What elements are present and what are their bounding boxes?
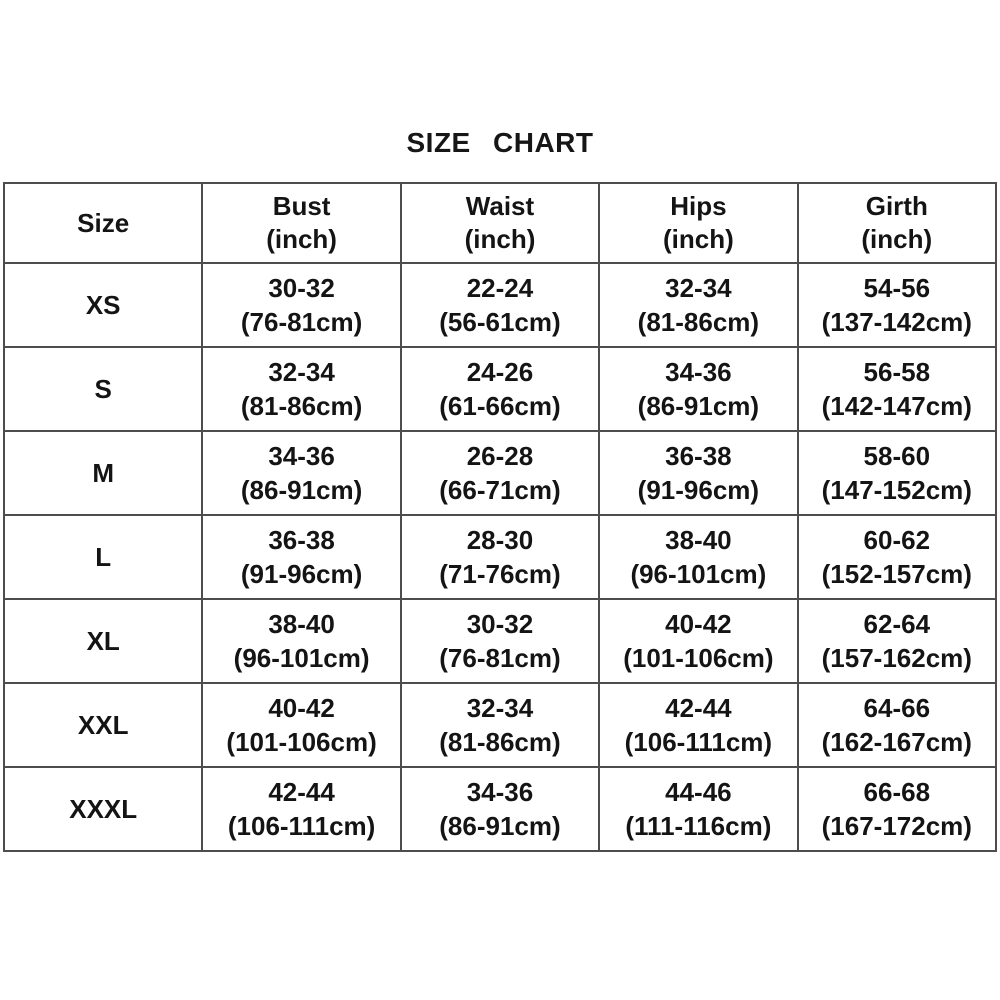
hips-inch: 36-38: [665, 441, 732, 471]
size-cell: [4, 767, 202, 851]
header-hips-unit: (inch): [662, 224, 734, 254]
waist-cm: (81-86cm): [439, 727, 561, 757]
size-cell: [4, 347, 202, 431]
table-row-m: [4, 431, 996, 515]
size-label: S: [94, 374, 112, 404]
header-bust-label: Bust: [272, 191, 331, 221]
bust-inch: 40-42: [268, 693, 335, 723]
hips-cell: [599, 683, 797, 767]
girth-cm: (167-172cm): [821, 811, 972, 841]
girth-inch: 62-64: [863, 609, 931, 639]
waist-cm: (76-81cm): [439, 643, 561, 673]
hips-cm: (86-91cm): [637, 391, 760, 421]
size-label: M: [92, 458, 115, 488]
header-girth: [798, 183, 996, 263]
bust-cm: (86-91cm): [240, 475, 363, 505]
waist-cm: (56-61cm): [439, 307, 561, 337]
hips-cell: [599, 599, 797, 683]
header-size-label: Size: [77, 207, 130, 238]
bust-cm: (91-96cm): [240, 559, 363, 589]
bust-cell: [202, 515, 400, 599]
girth-inch: 56-58: [863, 357, 931, 387]
hips-cm: (101-106cm): [623, 643, 774, 673]
bust-inch: 42-44: [268, 777, 335, 807]
bust-cm: (96-101cm): [233, 643, 370, 673]
girth-cell: [798, 515, 996, 599]
size-cell: [4, 599, 202, 683]
table-row-xxxl: [4, 767, 996, 851]
waist-cell: [401, 683, 599, 767]
girth-inch: 54-56: [863, 273, 931, 303]
waist-cell: [401, 431, 599, 515]
girth-cm: (142-147cm): [821, 391, 972, 421]
girth-cell: [798, 767, 996, 851]
bust-cell: [202, 599, 400, 683]
bust-cm: (81-86cm): [240, 391, 363, 421]
hips-inch: 38-40: [665, 525, 732, 555]
hips-cell: [599, 431, 797, 515]
girth-cell: [798, 431, 996, 515]
girth-cell: [798, 599, 996, 683]
hips-inch: 40-42: [665, 609, 732, 639]
table-row-xxl: [4, 683, 996, 767]
waist-inch: 28-30: [466, 525, 534, 555]
table-row-xs: [4, 263, 996, 347]
bust-inch: 30-32: [268, 273, 335, 303]
bust-inch: 38-40: [268, 609, 335, 639]
girth-inch: 66-68: [863, 777, 931, 807]
waist-cm: (86-91cm): [439, 811, 561, 841]
size-chart-table: [3, 182, 997, 852]
hips-cm: (81-86cm): [637, 307, 760, 337]
waist-inch: 26-28: [466, 441, 534, 471]
waist-inch: 32-34: [466, 693, 534, 723]
header-waist-label: Waist: [465, 191, 535, 221]
bust-cm: (106-111cm): [227, 811, 376, 841]
girth-cm: (162-167cm): [821, 727, 972, 757]
hips-cm: (91-96cm): [637, 475, 760, 505]
header-bust: [202, 183, 400, 263]
bust-cm: (76-81cm): [240, 307, 363, 337]
size-cell: [4, 683, 202, 767]
table-row-s: [4, 347, 996, 431]
hips-cell: [599, 347, 797, 431]
waist-cell: [401, 347, 599, 431]
page-title: SIZE CHART: [406, 127, 594, 158]
waist-inch: 24-26: [466, 357, 534, 387]
bust-inch: 36-38: [268, 525, 335, 555]
girth-cm: (147-152cm): [821, 475, 972, 505]
bust-inch: 34-36: [268, 441, 335, 471]
size-cell: [4, 431, 202, 515]
hips-inch: 32-34: [665, 273, 732, 303]
bust-cell: [202, 263, 400, 347]
waist-inch: 34-36: [466, 777, 534, 807]
bust-inch: 32-34: [268, 357, 335, 387]
header-waist: [401, 183, 599, 263]
header-girth-unit: (inch): [861, 224, 933, 254]
waist-inch: 22-24: [466, 273, 534, 303]
girth-inch: 64-66: [863, 693, 931, 723]
table-row-xl: [4, 599, 996, 683]
waist-cm: (71-76cm): [439, 559, 561, 589]
waist-cell: [401, 767, 599, 851]
girth-cell: [798, 683, 996, 767]
waist-cm: (66-71cm): [439, 475, 561, 505]
hips-cell: [599, 515, 797, 599]
hips-inch: 34-36: [665, 357, 732, 387]
hips-inch: 42-44: [665, 693, 732, 723]
size-cell: [4, 515, 202, 599]
size-label: L: [95, 542, 112, 572]
girth-inch: 58-60: [863, 441, 931, 471]
header-bust-unit: (inch): [266, 224, 337, 254]
header-hips-label: Hips: [670, 191, 727, 221]
header-hips: [599, 183, 797, 263]
hips-cm: (106-111cm): [624, 727, 773, 757]
header-row: [4, 183, 996, 263]
hips-cm: (96-101cm): [630, 559, 767, 589]
waist-cm: (61-66cm): [439, 391, 561, 421]
table-header: [4, 183, 996, 263]
girth-cm: (137-142cm): [821, 307, 972, 337]
bust-cell: [202, 683, 400, 767]
hips-cell: [599, 263, 797, 347]
bust-cm: (101-106cm): [226, 727, 377, 757]
bust-cell: [202, 431, 400, 515]
waist-inch: 30-32: [466, 609, 534, 639]
table-row-l: [4, 515, 996, 599]
girth-cm: (152-157cm): [821, 559, 972, 589]
hips-cm: (111-116cm): [625, 811, 772, 841]
hips-inch: 44-46: [665, 777, 732, 807]
header-girth-label: Girth: [865, 191, 928, 221]
girth-cell: [798, 263, 996, 347]
girth-cell: [798, 347, 996, 431]
size-label: XS: [85, 290, 121, 320]
header-waist-unit: (inch): [464, 224, 536, 254]
size-label: XL: [86, 626, 120, 656]
waist-cell: [401, 263, 599, 347]
size-label: XXL: [77, 710, 129, 740]
table-body: [4, 263, 996, 851]
hips-cell: [599, 767, 797, 851]
size-label: XXXL: [69, 794, 138, 824]
waist-cell: [401, 599, 599, 683]
bust-cell: [202, 347, 400, 431]
size-cell: [4, 263, 202, 347]
girth-inch: 60-62: [863, 525, 931, 555]
girth-cm: (157-162cm): [821, 643, 972, 673]
waist-cell: [401, 515, 599, 599]
bust-cell: [202, 767, 400, 851]
header-size: [4, 183, 202, 263]
